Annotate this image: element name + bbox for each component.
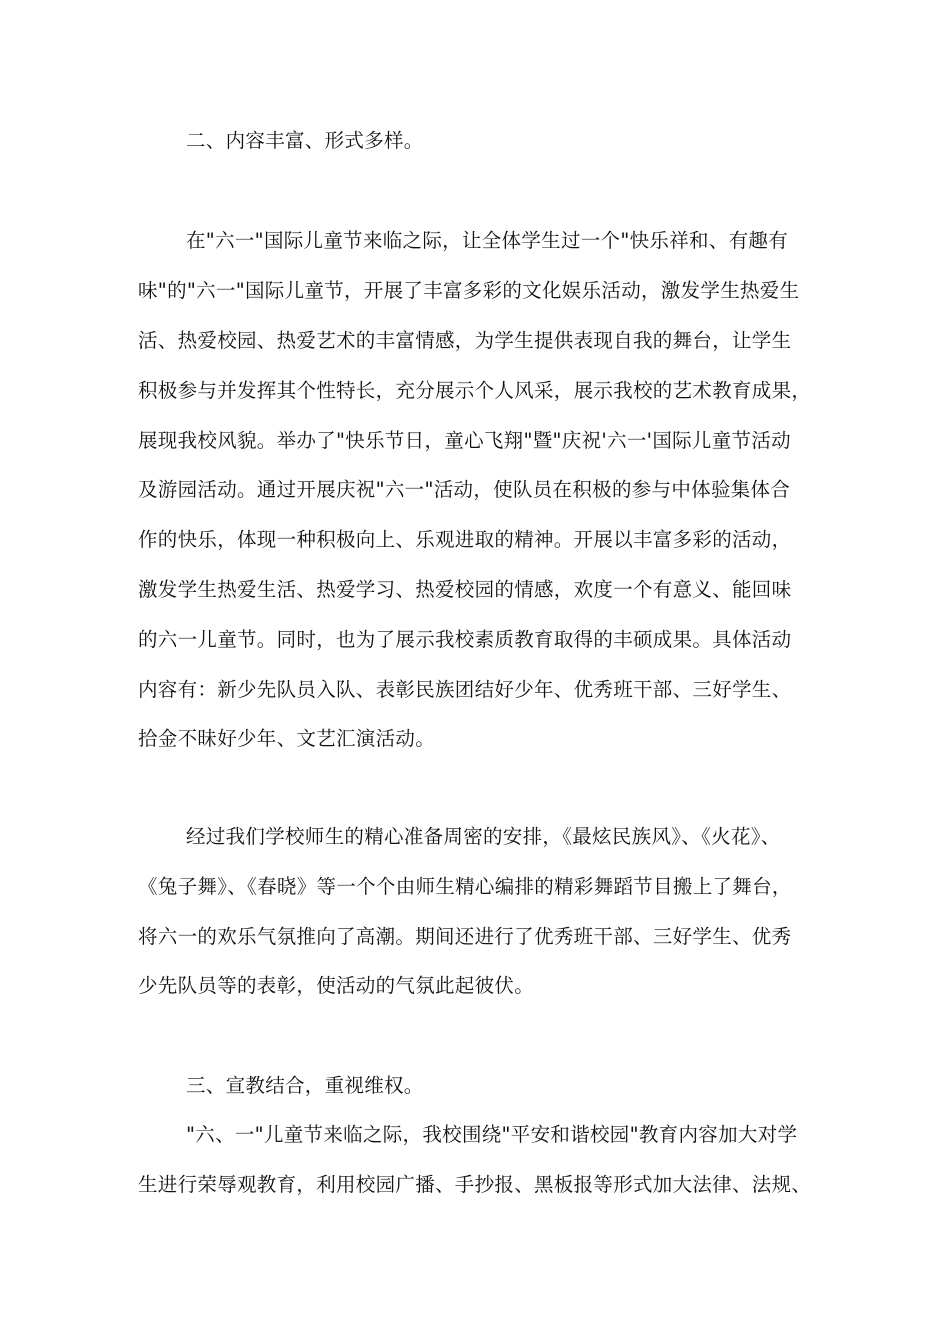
paragraph-line: 及游园活动。通过开展庆祝"六一"活动，使队员在积极的参与中体验集体合 [138,478,791,501]
paragraph-line: 在"六一"国际儿童节来临之际，让全体学生过一个"快乐祥和、有趣有 [186,229,789,252]
paragraph-line: 少先队员等的表彰，使活动的气氛此起彼伏。 [138,974,535,997]
paragraph-line: 活、热爱校园、热爱艺术的丰富情感，为学生提供表现自我的舞台，让学生 [138,329,792,352]
paragraph-line: 激发学生热爱生活、热爱学习、热爱校园的情感，欢度一个有意义、能回味 [138,578,792,601]
section-heading-3: 三、宣教结合，重视维权。 [186,1074,424,1097]
paragraph-line: 积极参与并发挥其个性特长，充分展示个人风采，展示我校的艺术教育成果， [138,379,812,402]
paragraph-line: 将六一的欢乐气氛推向了高潮。期间还进行了优秀班干部、三好学生、优秀 [138,925,792,948]
paragraph-line: 拾金不昧好少年、文艺汇演活动。 [138,727,436,750]
paragraph-line: 展现我校风貌。举办了"快乐节日，童心飞翔"暨"庆祝'六一'国际儿童节活动 [138,429,791,452]
paragraph-line: 的六一儿童节。同时，也为了展示我校素质教育取得的丰硕成果。具体活动 [138,628,792,651]
section-heading-2: 二、内容丰富、形式多样。 [186,129,424,152]
paragraph-line: 经过我们学校师生的精心准备周密的安排，《最炫民族风》、《火花》、 [186,825,781,848]
paragraph-line: 生进行荣辱观教育，利用校园广播、手抄报、黑板报等形式加大法律、法规、 [138,1173,812,1196]
paragraph-line: 作的快乐，体现一种积极向上、乐观进取的精神。开展以丰富多彩的活动， [138,528,792,551]
paragraph-line: 《兔子舞》、《春晓》等一个个由师生精心编排的精彩舞蹈节目搬上了舞台， [138,875,792,898]
paragraph-line: 内容有：新少先队员入队、表彰民族团结好少年、优秀班干部、三好学生、 [138,678,792,701]
paragraph-line: "六、一"儿童节来临之际，我校围绕"平安和谐校园"教育内容加大对学 [186,1123,798,1146]
paragraph-line: 味"的"六一"国际儿童节，开展了丰富多彩的文化娱乐活动，激发学生热爱生 [138,279,800,302]
